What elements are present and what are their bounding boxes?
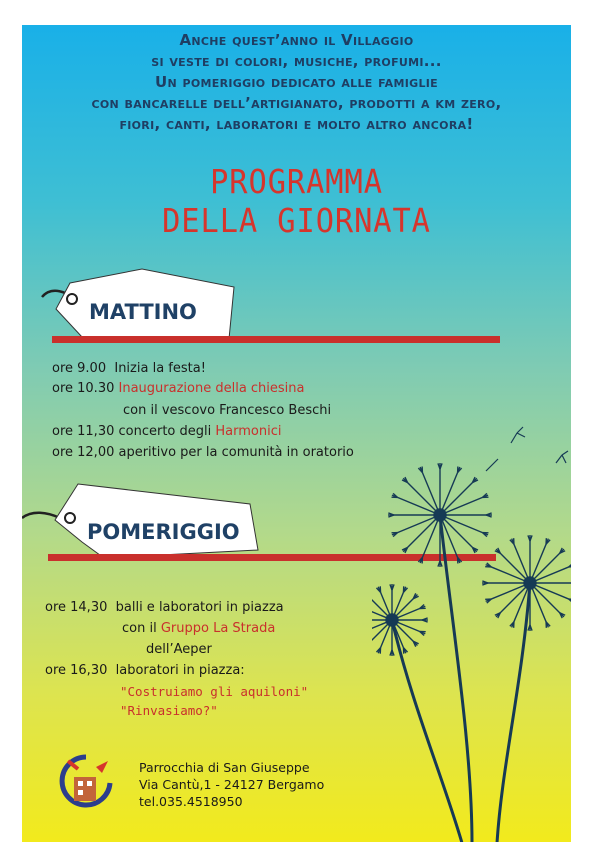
program-subtitle: DELLA GIORNATA <box>162 201 431 240</box>
schedule-item: con il Gruppo La Strada <box>122 621 276 636</box>
dandelion-illustration <box>372 425 571 842</box>
parish-address: Via Cantù,1 - 24127 Bergamo <box>139 777 325 792</box>
schedule-item: ore 12,00 aperitivo per la comunità in oratorio <box>52 445 354 460</box>
event-poster <box>22 25 571 842</box>
intro-line: Un pomeriggio dedicato alle famiglie <box>155 73 438 91</box>
schedule-item: dell’Aeper <box>146 642 212 657</box>
intro-line: si veste di colori, musiche, profumi... <box>151 52 442 70</box>
schedule-item: "Costruiamo gli aquiloni" <box>120 684 309 699</box>
schedule-item: ore 10.30 Inaugurazione della chiesina <box>52 381 305 396</box>
intro-line: Anche quest’anno il Villaggio <box>179 31 414 49</box>
schedule-item: "Rinvasiamo?" <box>120 703 218 718</box>
mattino-divider <box>52 336 500 343</box>
intro-line: con bancarelle dell’artigianato, prodotti a km zero, <box>91 94 502 112</box>
program-title: PROGRAMMA <box>210 162 383 201</box>
schedule-item: con il vescovo Francesco Beschi <box>123 403 332 418</box>
parish-logo <box>56 751 116 811</box>
parish-name: Parrocchia di San Giuseppe <box>139 760 310 775</box>
schedule-item: ore 11,30 concerto degli Harmonici <box>52 424 282 439</box>
pomeriggio-label: POMERIGGIO <box>87 520 240 544</box>
schedule-item: ore 14,30 balli e laboratori in piazza <box>45 600 284 615</box>
schedule-item: ore 9.00 Inizia la festa! <box>52 361 206 376</box>
mattino-label: MATTINO <box>89 300 197 324</box>
parish-phone: tel.035.4518950 <box>139 794 243 809</box>
intro-line: fiori, canti, laboratori e molto altro ancora! <box>119 115 474 133</box>
schedule-item: ore 16,30 laboratori in piazza: <box>45 663 245 678</box>
